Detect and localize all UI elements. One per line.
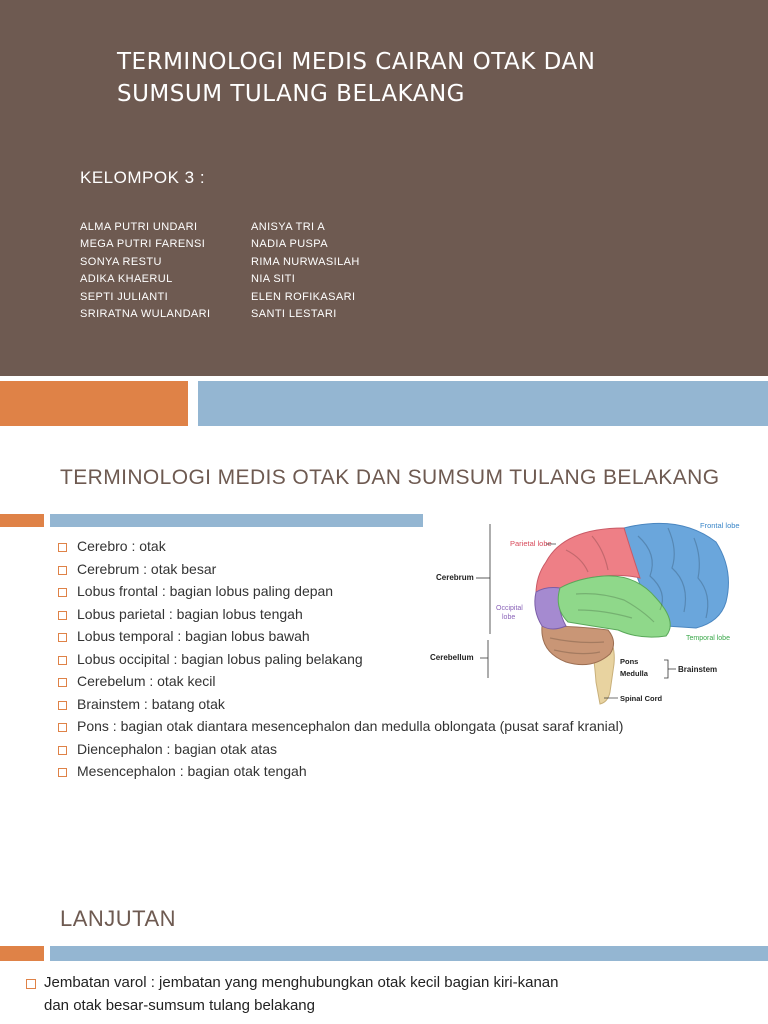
label-temporal: Temporal lobe bbox=[686, 635, 730, 642]
label-medulla: Medulla bbox=[620, 669, 648, 678]
list-item: Diencephalon : bagian otak atas bbox=[58, 738, 623, 761]
section-title: TERMINOLOGI MEDIS OTAK DAN SUMSUM TULANG BELAKANG bbox=[60, 466, 720, 489]
label-cerebellum: Cerebellum bbox=[430, 653, 474, 662]
label-cerebrum: Cerebrum bbox=[436, 573, 474, 582]
member: RIMA NURWASILAH bbox=[251, 255, 360, 268]
item-line-1: Jembatan varol : jembatan yang menghubungkan otak kecil bagian kiri-kanan bbox=[44, 974, 559, 991]
cerebellum-shape bbox=[542, 626, 614, 665]
title-line-1: TERMINOLOGI MEDIS CAIRAN OTAK DAN bbox=[117, 49, 596, 75]
accent-bar-blue bbox=[198, 381, 768, 426]
member: MEGA PUTRI FARENSI bbox=[80, 238, 206, 251]
member: SONYA RESTU bbox=[80, 255, 162, 268]
list-item: Cerebrum : otak besar bbox=[58, 558, 623, 581]
list-item: Mesencephalon : bagian otak tengah bbox=[58, 760, 623, 783]
list-item: Lobus temporal : bagian lobus bawah bbox=[58, 625, 623, 648]
list-item: Lobus occipital : bagian lobus paling belakang bbox=[58, 648, 623, 671]
member: NIA SITI bbox=[251, 273, 296, 286]
label-frontal: Frontal lobe bbox=[700, 521, 740, 530]
accent-bar-orange bbox=[0, 946, 44, 961]
item-line-2: dan otak besar-sumsum tulang belakang bbox=[44, 996, 315, 1014]
label-brainstem: Brainstem bbox=[678, 665, 718, 674]
list-item: Lobus parietal : bagian lobus tengah bbox=[58, 603, 623, 626]
member: SANTI LESTARI bbox=[251, 308, 337, 321]
label-parietal: Parietal lobe bbox=[510, 539, 552, 548]
list-item: Brainstem : batang otak bbox=[58, 693, 623, 716]
slide-title bbox=[117, 46, 677, 110]
label-spinal: Spinal Cord bbox=[620, 694, 663, 703]
member: SRIRATNA WULANDARI bbox=[80, 308, 211, 321]
member: ANISYA TRI A bbox=[251, 221, 326, 233]
accent-bar-orange bbox=[0, 381, 188, 426]
group-label: KELOMPOK 3 : bbox=[80, 168, 206, 187]
brain-diagram bbox=[428, 514, 768, 714]
label-occipital-2: lobe bbox=[502, 614, 516, 621]
member: ELEN ROFIKASARI bbox=[251, 290, 356, 303]
accent-bar-blue bbox=[50, 946, 768, 961]
label-pons: Pons bbox=[620, 657, 639, 666]
member: ADIKA KHAERUL bbox=[80, 273, 173, 286]
member: SEPTI JULIANTI bbox=[80, 290, 169, 303]
member: ALMA PUTRI UNDARI bbox=[80, 221, 198, 233]
list-item: Cerebelum : otak kecil bbox=[58, 670, 623, 693]
title-slide bbox=[0, 0, 768, 376]
accent-bar-blue bbox=[50, 514, 423, 527]
title-line-2: SUMSUM TULANG BELAKANG bbox=[117, 81, 465, 107]
list-item: Cerebro : otak bbox=[58, 535, 623, 558]
accent-bar-orange bbox=[0, 514, 44, 527]
members-left bbox=[80, 219, 210, 323]
label-occipital-1: Occipital bbox=[496, 605, 523, 612]
list-item: Pons : bagian otak diantara mesencephalon dan medulla oblongata (pusat saraf kranial) bbox=[58, 715, 623, 738]
list-item bbox=[26, 972, 726, 1017]
list-item: Lobus frontal : bagian lobus paling depan bbox=[58, 580, 623, 603]
member: NADIA PUSPA bbox=[251, 238, 328, 251]
section-title: LANJUTAN bbox=[60, 906, 177, 931]
members-right bbox=[251, 219, 360, 323]
